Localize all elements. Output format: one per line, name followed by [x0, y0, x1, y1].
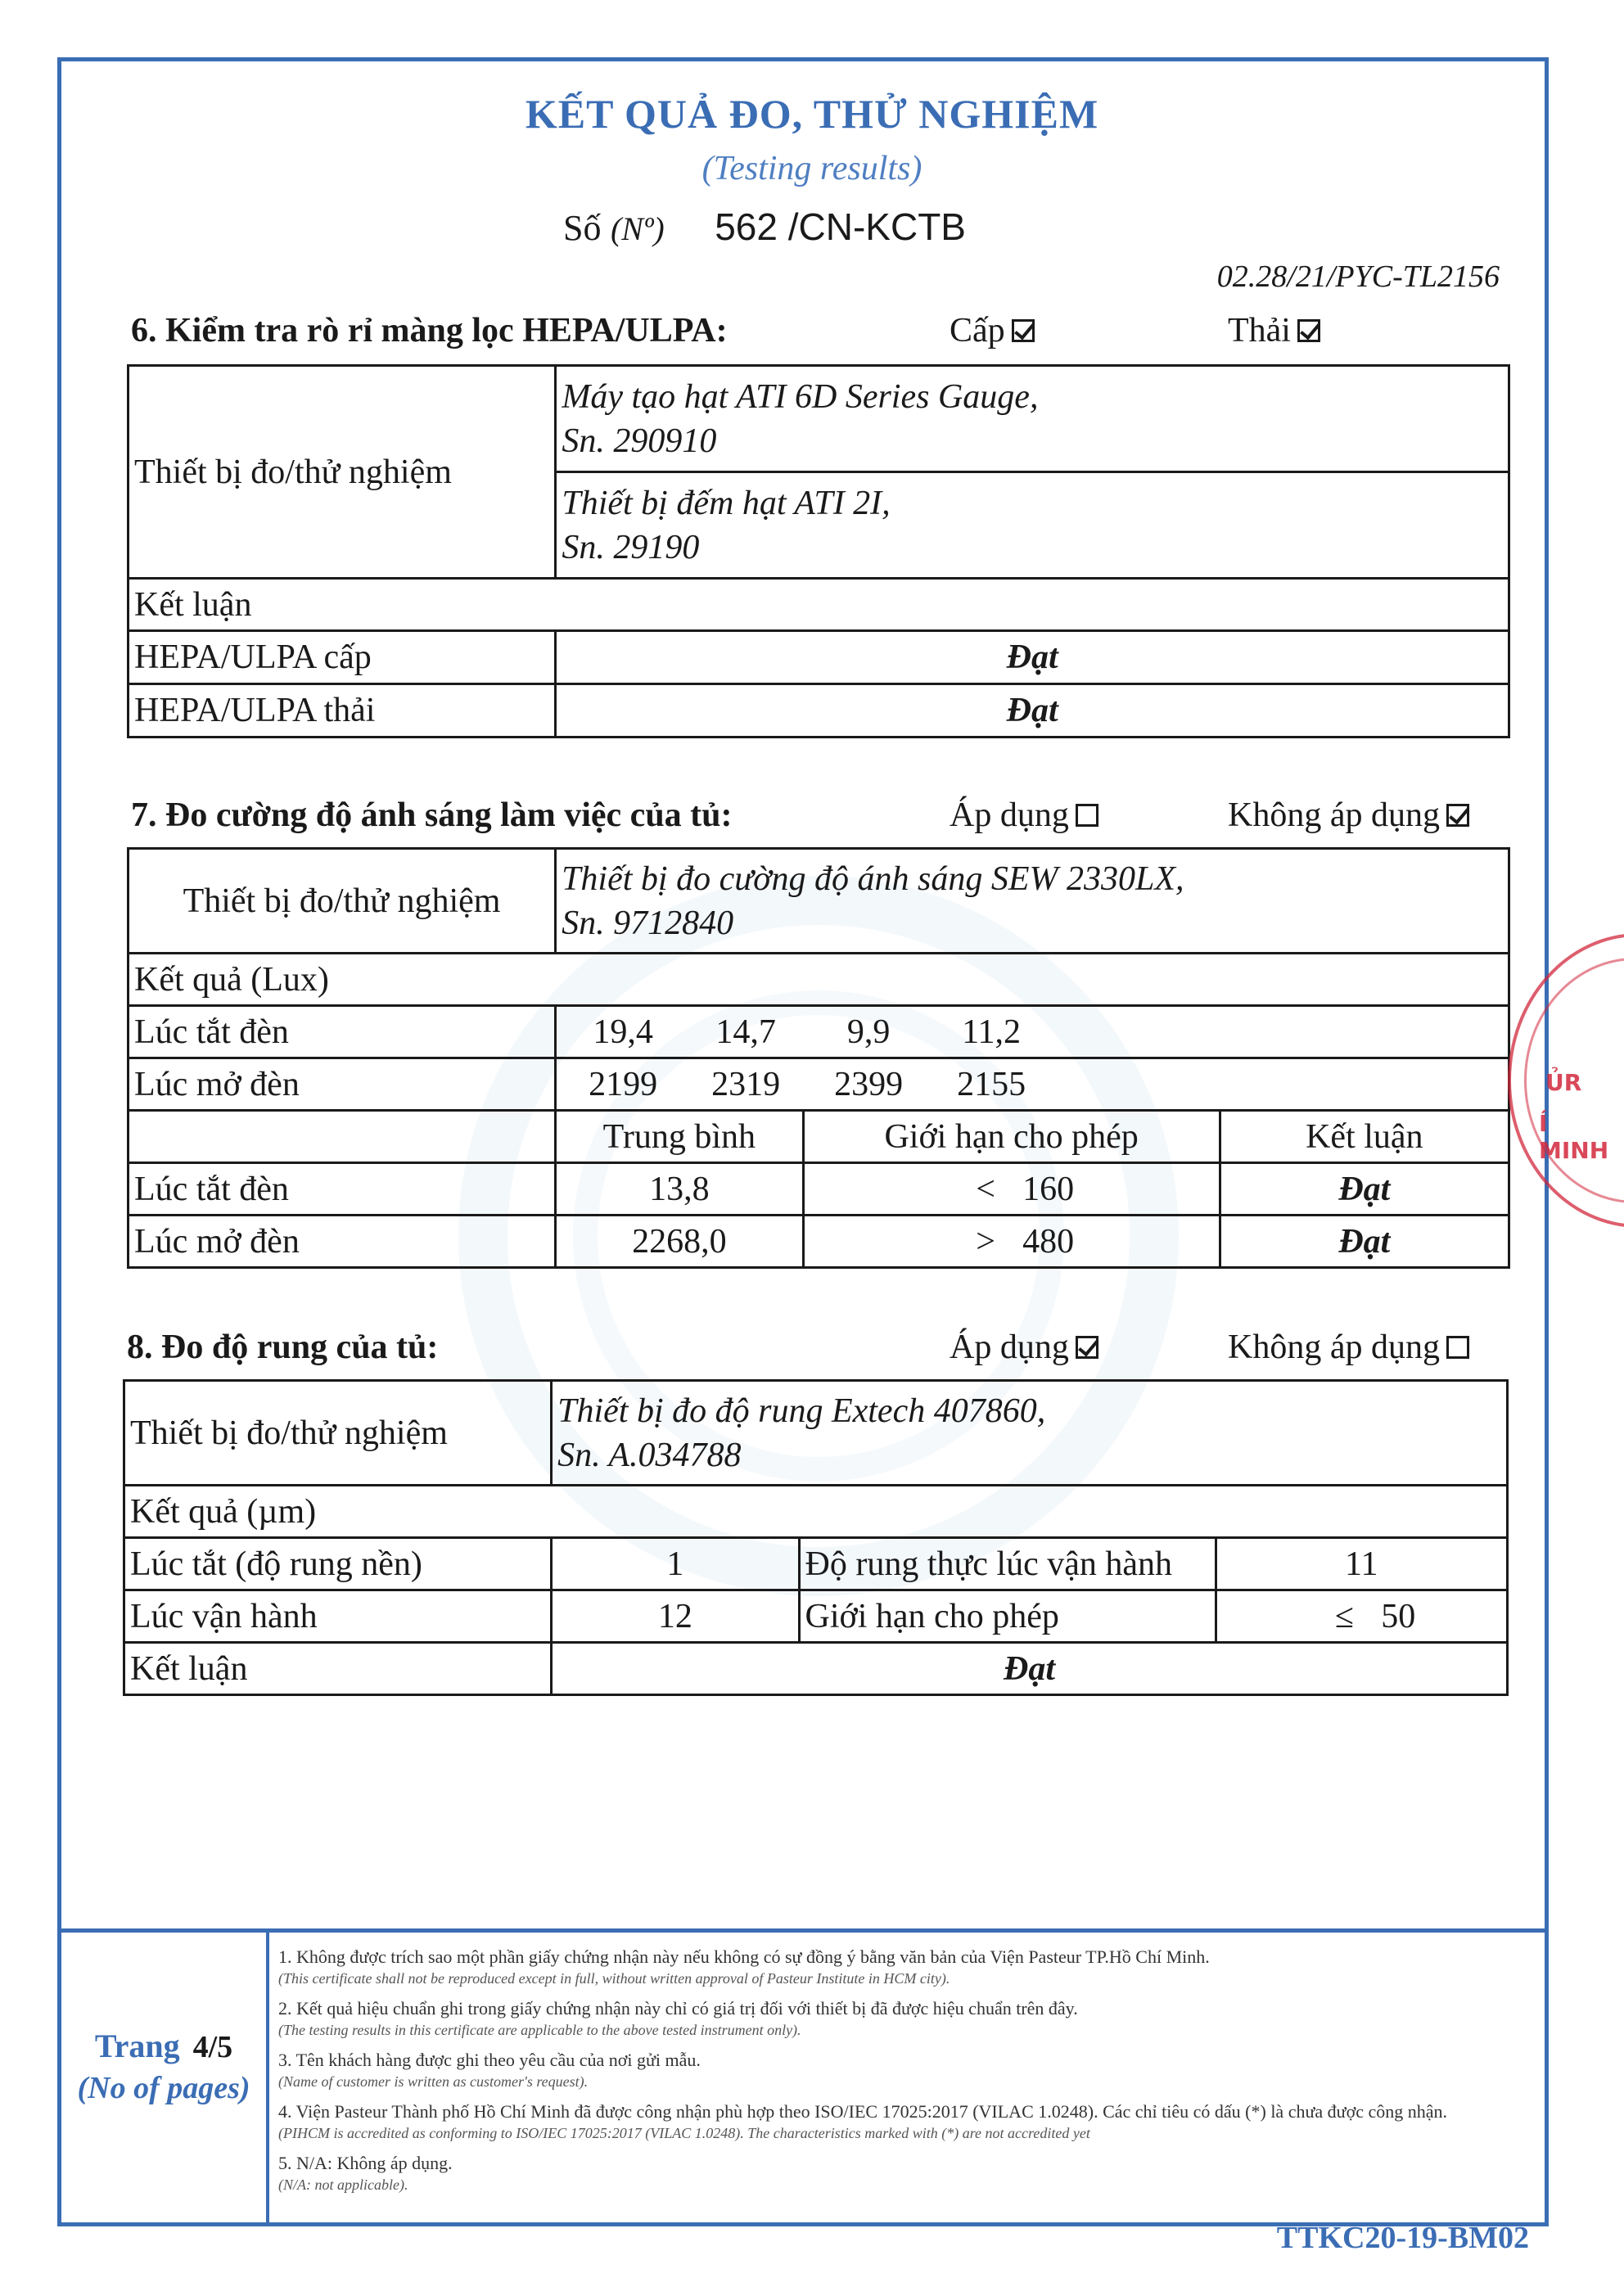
limit-symbol: ≤ [1334, 1597, 1354, 1635]
col-average: Trung bình [556, 1111, 804, 1163]
off-values [556, 1006, 1509, 1058]
on-values [556, 1058, 1509, 1111]
section-7-heading: 7. Đo cường độ ánh sáng làm việc của tủ: [131, 796, 733, 834]
run-value: 12 [552, 1590, 799, 1643]
page-label-en: (No of pages) [77, 2071, 250, 2105]
conclusion: Đạt [552, 1643, 1508, 1695]
result-label: Kết quả (µm) [124, 1486, 1508, 1538]
footer-divider [61, 1928, 1545, 1933]
checkbox-icon [1012, 319, 1035, 342]
off-label: Lúc tắt đèn [129, 1006, 556, 1058]
off-value: 14,7 [715, 1013, 776, 1051]
result-label: Kết quả (Lux) [129, 954, 1509, 1006]
doc-no-value: 562 /CN-KCTB [715, 205, 966, 248]
note-en: (The testing results in this certificate are applicable to the above tested instrument only). [278, 2022, 801, 2038]
row-label: HEPA/ULPA thải [129, 684, 556, 738]
option-label: Không áp dụng [1228, 1328, 1440, 1366]
section-7-table [127, 847, 1510, 1269]
row-label: HEPA/ULPA cấp [129, 631, 556, 684]
note-en: (PIHCM is accredited as conforming to ISO/IEC 17025:2017 (VILAC 1.0248). The characteristics marked with (*) are not accredited yet [278, 2125, 1090, 2141]
option-label: Cấp [950, 312, 1005, 350]
limit [1216, 1590, 1507, 1643]
on-label: Lúc mở đèn [129, 1058, 556, 1111]
device-1-name: Máy tạo hạt ATI 6D Series Gauge, [562, 377, 1039, 416]
section-7-option-apply [950, 796, 1098, 835]
limit-value: 50 [1381, 1597, 1416, 1635]
limit-label: Giới hạn cho phép [799, 1590, 1216, 1643]
limit-value: 480 [1022, 1222, 1075, 1261]
off-label: Lúc tắt đèn [129, 1163, 556, 1216]
blank-cell [129, 1111, 556, 1163]
row-result: Đạt [556, 631, 1509, 684]
idle-label: Lúc tắt (độ rung nền) [124, 1538, 552, 1590]
checkbox-icon [1446, 804, 1469, 827]
real-value: 11 [1216, 1538, 1507, 1590]
off-value: 11,2 [962, 1013, 1022, 1051]
section-8-option-not-apply [1228, 1328, 1469, 1367]
page-subtitle: (Testing results) [701, 150, 923, 187]
device-name: Thiết bị đo độ rung Extech 407860, [557, 1392, 1046, 1430]
device-2-name: Thiết bị đếm hạt ATI 2I, [562, 484, 891, 522]
idle-value: 1 [552, 1538, 799, 1590]
stamp-text: ỦR [1545, 1069, 1582, 1096]
stamp-text: Í MINH [1539, 1110, 1609, 1164]
page-title: KẾT QUẢ ĐO, THỬ NGHIỆM [525, 91, 1099, 137]
col-conclusion: Kết luận [1220, 1111, 1509, 1163]
on-value: 2155 [957, 1065, 1026, 1103]
page-label: Trang [94, 2028, 180, 2064]
note-en: (N/A: not applicable). [278, 2176, 408, 2193]
note-vi: 5. N/A: Không áp dụng. [278, 2153, 453, 2173]
checkbox-icon [1076, 804, 1098, 827]
on-label: Lúc mở đèn [129, 1216, 556, 1268]
note-en: (This certificate shall not be reproduced except in full, without written approval of Pasteur Institute in HCM city). [278, 1970, 950, 1987]
run-label: Lúc vận hành [124, 1590, 552, 1643]
on-result: Đạt [1220, 1216, 1509, 1268]
device-serial: Sn. A.034788 [557, 1436, 742, 1474]
limit-value: 160 [1022, 1170, 1075, 1208]
device-1-serial: Sn. 290910 [562, 422, 717, 460]
section-8-option-apply [950, 1328, 1098, 1367]
device-label: Thiết bị đo/thử nghiệm [129, 849, 556, 954]
checkbox-icon [1297, 319, 1320, 342]
on-value: 2199 [589, 1065, 658, 1103]
page-number [65, 2027, 262, 2106]
checkbox-icon [1076, 1336, 1098, 1359]
conclusion-label: Kết luận [129, 579, 1509, 631]
section-8-table [123, 1379, 1509, 1696]
option-label: Thải [1228, 312, 1291, 350]
off-limit [803, 1163, 1220, 1216]
section-6-option-supply [950, 311, 1035, 350]
on-limit [803, 1216, 1220, 1268]
limit-symbol: > [976, 1222, 995, 1261]
footer-vertical-divider [266, 1928, 269, 2226]
section-8-heading: 8. Đo độ rung của tủ: [127, 1328, 439, 1366]
device-2 [556, 472, 1509, 579]
col-limit: Giới hạn cho phép [803, 1111, 1220, 1163]
request-reference: 02.28/21/PYC-TL2156 [1216, 259, 1500, 294]
on-value: 2399 [834, 1065, 904, 1103]
doc-no-label-en: (Nº) [610, 210, 665, 247]
note-vi: 4. Viện Pasteur Thành phố Hồ Chí Minh đã được công nhận phù hợp theo ISO/IEC 17025:2017 (VILAC 1.0248). Các chỉ tiêu có dấu (*) là chưa được công nhận. [278, 2101, 1448, 2122]
option-label: Áp dụng [950, 796, 1069, 834]
off-result: Đạt [1220, 1163, 1509, 1216]
device-label: Thiết bị đo/thử nghiệm [129, 366, 556, 579]
limit-symbol: < [976, 1170, 995, 1208]
device [556, 849, 1509, 954]
option-label: Không áp dụng [1228, 796, 1440, 834]
device [552, 1381, 1508, 1486]
note-vi: 1. Không được trích sao một phần giấy chứng nhận này nếu không có sự đồng ý bằng văn bản của Viện Pasteur TP.Hồ Chí Minh. [278, 1946, 1210, 1967]
row-result: Đạt [556, 684, 1509, 738]
device-label: Thiết bị đo/thử nghiệm [124, 1381, 552, 1486]
conclusion-label: Kết luận [124, 1643, 552, 1695]
off-value: 19,4 [593, 1013, 653, 1051]
document-number [563, 205, 966, 249]
form-code: TTKC20-19-BM02 [1276, 2221, 1529, 2255]
option-label: Áp dụng [950, 1328, 1069, 1366]
footer-notes [278, 1945, 1531, 2203]
doc-no-label: Số [563, 208, 602, 248]
real-label: Độ rung thực lúc vận hành [799, 1538, 1216, 1590]
section-6-heading: 6. Kiểm tra rò rỉ màng lọc HEPA/ULPA: [131, 312, 728, 350]
note-vi: 3. Tên khách hàng được ghi theo yêu cầu của nơi gửi mẫu. [278, 2050, 701, 2070]
note-en: (Name of customer is written as customer's request). [278, 2073, 589, 2090]
on-value: 2319 [711, 1065, 781, 1103]
section-6-table [127, 364, 1510, 738]
device-2-serial: Sn. 29190 [562, 528, 700, 566]
section-6-option-exhaust [1228, 311, 1320, 350]
note-vi: 2. Kết quả hiệu chuẩn ghi trong giấy chứng nhận này chỉ có giá trị đối với thiết bị đã được hiệu chuẩn trên đây. [278, 1998, 1078, 2019]
checkbox-icon [1446, 1336, 1469, 1359]
page-value: 4/5 [192, 2030, 233, 2064]
section-7-option-not-apply [1228, 796, 1469, 835]
device-name: Thiết bị đo cường độ ánh sáng SEW 2330LX, [562, 859, 1184, 898]
off-average: 13,8 [556, 1163, 804, 1216]
device-1 [556, 366, 1509, 472]
off-value: 9,9 [846, 1013, 891, 1051]
on-average: 2268,0 [556, 1216, 804, 1268]
device-serial: Sn. 9712840 [562, 904, 734, 942]
